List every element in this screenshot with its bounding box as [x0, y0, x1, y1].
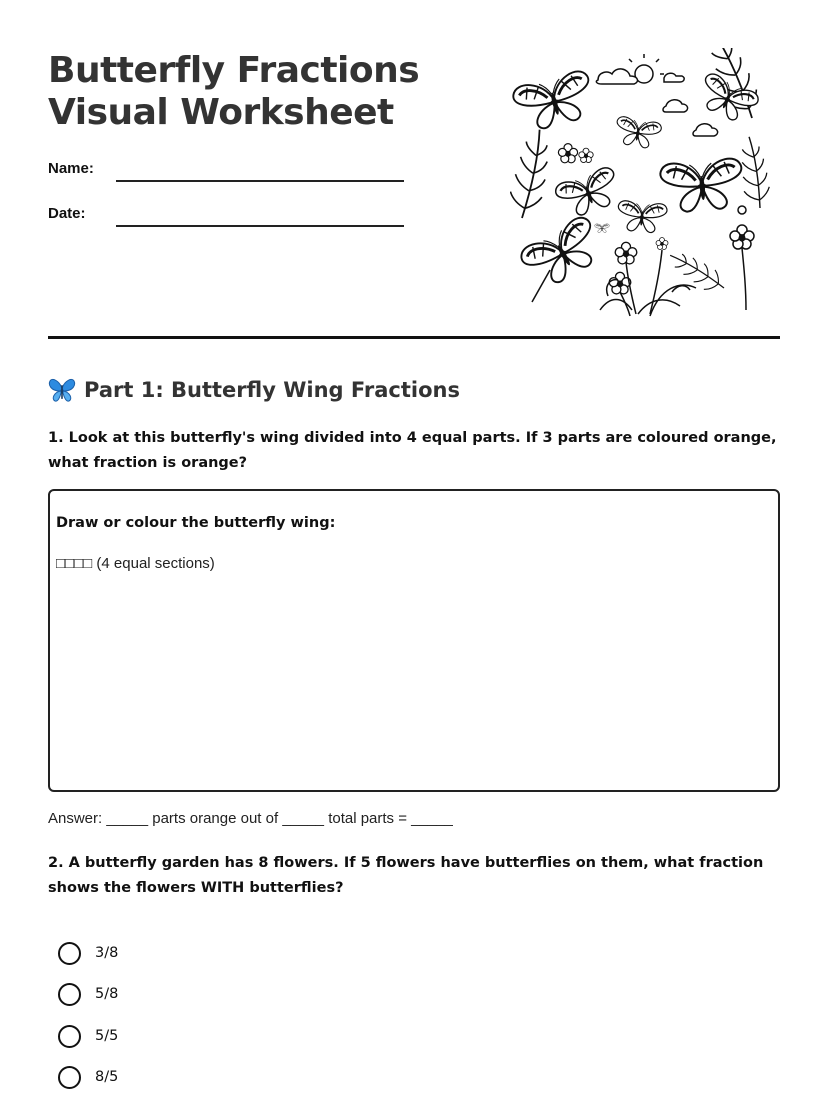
option-label: 5/5 — [95, 1028, 119, 1044]
option-label: 5/8 — [95, 986, 119, 1002]
drawing-area-hint: □□□□ (4 equal sections) — [56, 555, 215, 572]
worksheet-title — [48, 50, 468, 134]
name-label: Name: — [48, 160, 94, 177]
option-label: 3/8 — [95, 945, 119, 961]
radio-option-8-5[interactable] — [58, 1066, 81, 1089]
date-input-line[interactable] — [116, 225, 404, 227]
option-8-5[interactable] — [58, 1064, 258, 1090]
drawing-area[interactable] — [48, 489, 780, 792]
option-label: 8/5 — [95, 1069, 119, 1085]
option-5-5[interactable] — [58, 1023, 258, 1049]
radio-option-3-8[interactable] — [58, 942, 81, 965]
drawing-area-label: Draw or colour the butterfly wing: — [56, 515, 336, 531]
butterfly-icon — [48, 377, 76, 403]
date-label: Date: — [48, 205, 86, 222]
question-1-answer-line: Answer: _____ parts orange out of _____ total parts = _____ — [48, 810, 453, 827]
option-5-8[interactable] — [58, 981, 258, 1007]
header-divider — [48, 336, 780, 339]
name-field — [48, 160, 408, 190]
question-1-text: 1. Look at this butterfly's wing divided into 4 equal parts. If 3 parts are coloured orange, what fraction is orange? — [48, 430, 777, 471]
radio-option-5-8[interactable] — [58, 983, 81, 1006]
part1-heading — [48, 374, 460, 406]
name-input-line[interactable] — [116, 180, 404, 182]
title-line-2: Visual Worksheet — [48, 92, 394, 133]
part1-heading-text: Part 1: Butterfly Wing Fractions — [84, 378, 460, 402]
butterfly-garden-illustration — [510, 48, 782, 320]
date-field — [48, 205, 408, 235]
question-2-text: 2. A butterfly garden has 8 flowers. If 5 flowers have butterflies on them, what fraction shows the flowers WITH butterflies? — [48, 855, 764, 896]
title-line-1: Butterfly Fractions — [48, 50, 420, 91]
radio-option-5-5[interactable] — [58, 1025, 81, 1048]
option-3-8[interactable] — [58, 940, 258, 966]
